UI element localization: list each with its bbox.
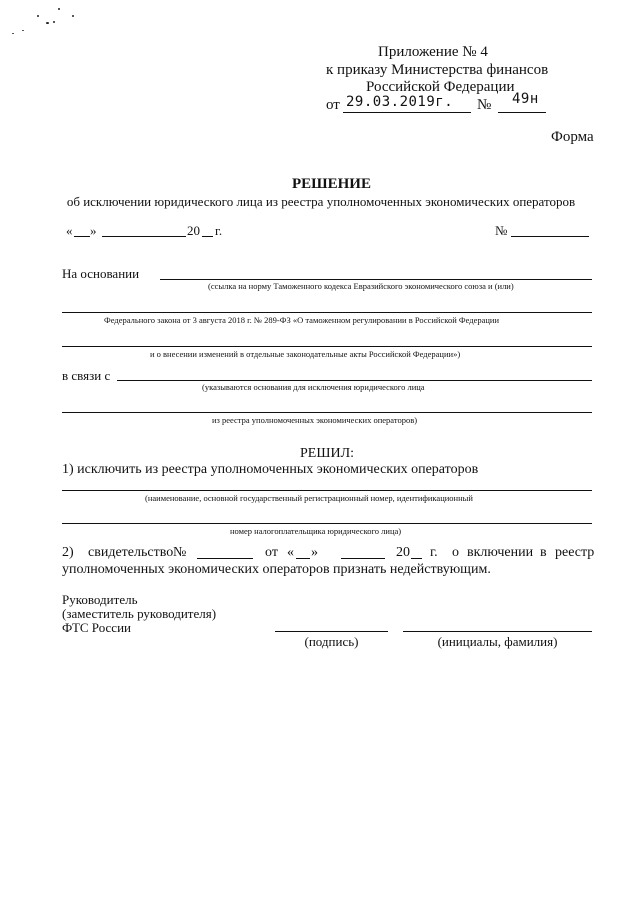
date-year-line <box>202 236 213 237</box>
item2-line-2: уполномоченных экономических операторов признать недействующим. <box>62 562 491 577</box>
item2-year-prefix: 20 <box>396 545 410 560</box>
order-number-label: № <box>477 97 492 113</box>
basis-line-2 <box>62 312 592 313</box>
order-number-line <box>498 112 546 113</box>
basis-line-3 <box>62 346 592 347</box>
date-quote-open: « <box>66 223 73 238</box>
decided-item-1: 1) исключить из реестра уполномоченных экономических операторов <box>62 462 479 477</box>
decision-number-label: № <box>495 223 508 238</box>
signatory-deputy: (заместитель руководителя) <box>62 606 217 621</box>
date-year-suffix: г. <box>215 223 223 238</box>
item2-year-suffix: г. <box>430 545 438 560</box>
basis-label: На основании <box>62 266 140 281</box>
item2-quote-open: « <box>287 545 294 560</box>
item2-certificate: свидетельство <box>88 545 174 560</box>
date-month-line <box>102 236 186 237</box>
appendix-title: Приложение № 4 <box>378 44 488 60</box>
item2-from: от <box>265 545 278 560</box>
reason-hint-2: из реестра уполномоченных экономических операторов) <box>212 415 418 425</box>
operator-hint-1: (наименование, основной государственный регистрационный номер, идентификационный <box>145 493 473 503</box>
signature-line <box>275 631 388 632</box>
order-date-typed: 29.03.2019г. <box>346 94 454 110</box>
order-reference: к приказу Министерства финансов <box>326 62 549 78</box>
document-subtitle: об исключении юридического лица из реестра уполномоченных экономических операторов <box>66 194 576 209</box>
operator-hint-2: номер налогоплательщика юридического лица) <box>230 526 402 536</box>
certificate-day-line <box>296 558 310 559</box>
decided-label: РЕШИЛ: <box>300 446 354 461</box>
decision-number-line <box>511 236 589 237</box>
order-number-typed: 49н <box>512 91 539 107</box>
name-line <box>403 631 592 632</box>
signatory-title: Руководитель <box>62 592 138 607</box>
signatory-organization: ФТС России <box>62 620 131 635</box>
from-prefix: от <box>326 97 340 113</box>
certificate-month-line <box>341 558 385 559</box>
order-date-line <box>343 112 471 113</box>
basis-hint-3: и о внесении изменений в отдельные законодательные акты Российской Федерации») <box>150 349 461 359</box>
certificate-year-line <box>411 558 422 559</box>
certificate-number-line <box>197 558 253 559</box>
basis-line-1 <box>160 279 592 280</box>
item2-registry: реестр <box>555 545 595 560</box>
item2-number-sign: № <box>173 545 187 560</box>
date-day-line <box>74 236 90 237</box>
operator-line-2 <box>62 523 592 524</box>
basis-hint-2: Федерального закона от 3 августа 2018 г. № 289-ФЗ «О таможенном регулировании в Российской Федерации <box>104 315 500 325</box>
reason-line-2 <box>62 412 592 413</box>
basis-hint-1: (ссылка на норму Таможенного кодекса Евразийского экономического союза и (или) <box>208 281 514 291</box>
reason-label: в связи с <box>62 368 111 383</box>
signature-hint: (подпись) <box>304 634 359 649</box>
name-hint: (инициалы, фамилия) <box>437 634 558 649</box>
document-title: РЕШЕНИЕ <box>292 176 371 192</box>
date-year-prefix: 20 <box>187 223 200 238</box>
reason-hint-1: (указываются основания для исключения юридического лица <box>202 382 425 392</box>
item2-number: 2) <box>62 545 74 560</box>
item2-in: в <box>540 545 547 560</box>
item2-about: о <box>452 545 459 560</box>
operator-line-1 <box>62 490 592 491</box>
form-label: Форма <box>551 129 594 145</box>
federation-name: Российской Федерации <box>366 79 515 95</box>
item2-quote-close: » <box>311 545 318 560</box>
date-quote-close: » <box>90 223 97 238</box>
reason-line-1 <box>117 380 592 381</box>
item2-inclusion: включении <box>467 545 534 560</box>
